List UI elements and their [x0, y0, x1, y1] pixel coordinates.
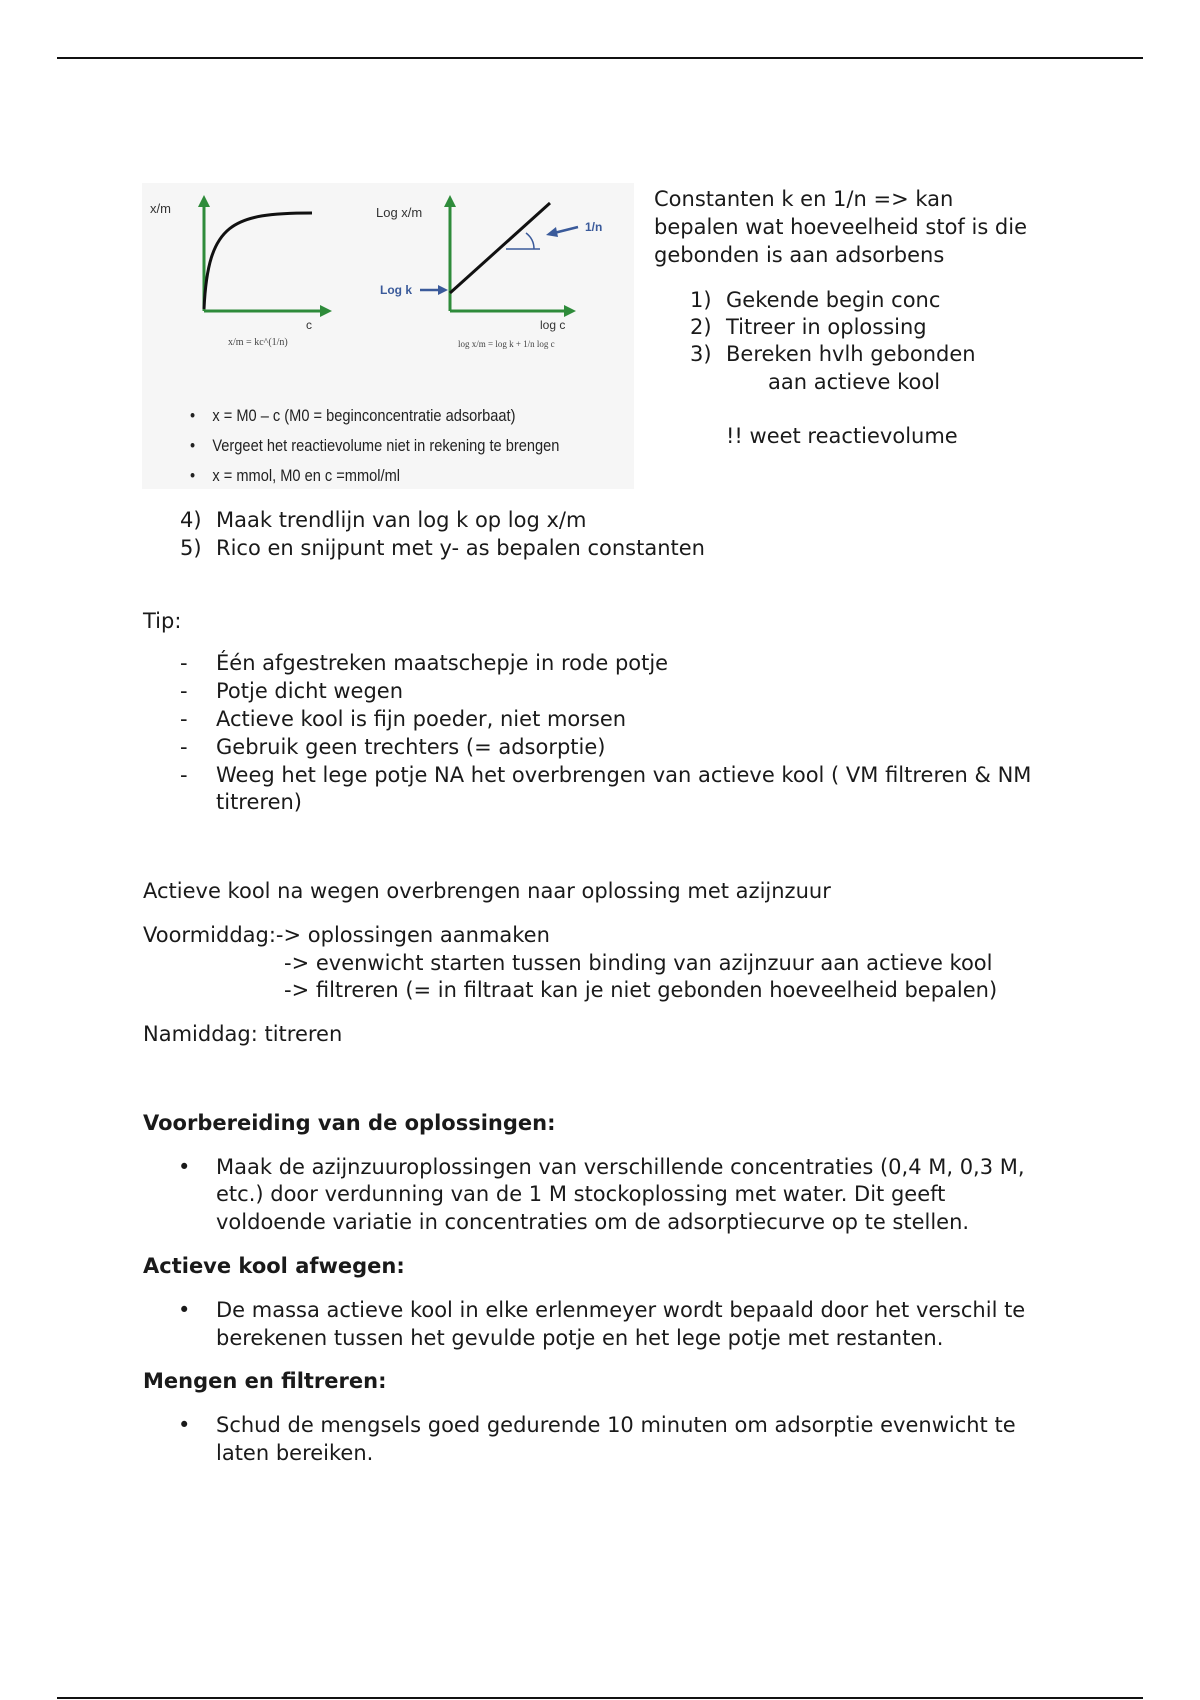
left-chart-curve — [204, 213, 312, 309]
intro-line: bepalen wat hoeveelheid stof is die — [654, 215, 1028, 239]
section-text-line: etc.) door verdunning van de 1 M stockoplossing met water. Dit geeft — [216, 1182, 946, 1206]
section-heading: Mengen en filtreren: — [143, 1369, 387, 1393]
intercept-arrow-head — [438, 285, 448, 295]
section-text-line: De massa actieve kool in elke erlenmeyer wordt bepaald door het verschil te — [216, 1298, 1026, 1322]
bullet-marker: • — [178, 1298, 191, 1322]
slope-angle-arc — [526, 233, 534, 249]
right-chart-formula: log x/m = log k + 1/n log c — [458, 339, 555, 349]
section-text-line: berekenen tussen het gevulde potje en het lege potje met restanten. — [216, 1326, 944, 1350]
left-chart-xlabel: c — [306, 318, 312, 332]
slope-arrow-line — [554, 227, 578, 233]
right-chart-x-arrow — [564, 305, 576, 317]
footer-rule — [57, 1697, 1143, 1699]
reaction-volume-note: !! weet reactievolume — [726, 424, 958, 448]
voormiddag-step: -> filtreren (= in filtraat kan je niet gebonden hoeveelheid bepalen) — [284, 978, 998, 1002]
adsorption-figure — [142, 183, 634, 489]
step-continuation: aan actieve kool — [768, 370, 941, 394]
slope-label: 1/n — [585, 220, 603, 234]
section-text-line: Maak de azijnzuuroplossingen van verschillende concentraties (0,4 M, 0,3 M, — [216, 1155, 1025, 1179]
step-text: Gekende begin conc — [726, 288, 941, 312]
section-heading: Voorbereiding van de oplossingen: — [143, 1111, 556, 1135]
slope-arrow-head — [546, 227, 558, 237]
tip-text: Actieve kool is fijn poeder, niet morsen — [216, 707, 627, 731]
tip-item — [144, 649, 668, 677]
tip-text: Gebruik geen trechters (= adsorptie) — [216, 735, 606, 759]
right-chart-line — [450, 203, 550, 293]
figure-bullet: • x = mmol, M0 en c =mmol/ml — [190, 461, 559, 491]
namiddag-line: Namiddag: titreren — [143, 1022, 343, 1046]
step-item — [180, 534, 705, 562]
section-text-line: laten bereiken. — [216, 1441, 374, 1465]
left-chart-y-arrow — [198, 195, 210, 207]
tip-item — [144, 733, 605, 761]
step-number: 3) — [690, 342, 712, 366]
right-chart-xlabel: log c — [540, 318, 566, 332]
step-number: 2) — [690, 315, 712, 339]
tip-item — [144, 705, 626, 733]
tip-text: Weeg het lege potje NA het overbrengen van actieve kool ( VM filtreren & NM — [216, 763, 1032, 787]
intro-line: gebonden is aan adsorbens — [654, 243, 945, 267]
dash-marker: - — [180, 679, 188, 703]
figure-bullet: • x = M0 – c (M0 = beginconcentratie adsorbaat) — [190, 401, 559, 431]
tip-continuation: titreren) — [216, 790, 302, 814]
right-chart-y-arrow — [444, 195, 456, 207]
step-number: 1) — [690, 288, 712, 312]
intro-line: Constanten k en 1/n => kan — [654, 187, 954, 211]
dash-marker: - — [180, 651, 188, 675]
bullet-marker: • — [178, 1413, 191, 1437]
tip-heading: Tip: — [143, 609, 182, 633]
step-item — [690, 313, 927, 341]
right-chart-ylabel: Log x/m — [376, 205, 423, 220]
step-text: Rico en snijpunt met y- as bepalen constanten — [216, 536, 705, 560]
step-item — [690, 286, 940, 314]
figure-bullet: • Vergeet het reactievolume niet in rekening te brengen — [190, 431, 559, 461]
step-text: Maak trendlijn van log k op log x/m — [216, 508, 587, 532]
figure-bullets — [190, 401, 620, 491]
tip-item — [144, 761, 1031, 789]
voormiddag-step: -> evenwicht starten tussen binding van azijnzuur aan actieve kool — [284, 951, 993, 975]
intercept-label: Log k — [380, 283, 412, 297]
step-number: 5) — [180, 536, 202, 560]
dash-marker: - — [180, 707, 188, 731]
left-chart-x-arrow — [320, 305, 332, 317]
step-item — [690, 340, 976, 368]
step-text: Titreer in oplossing — [726, 315, 927, 339]
section-heading: Actieve kool afwegen: — [143, 1254, 405, 1278]
step-number: 4) — [180, 508, 202, 532]
left-chart-ylabel: x/m — [150, 201, 171, 216]
section-text-line: Schud de mengsels goed gedurende 10 minuten om adsorptie evenwicht te — [216, 1413, 1016, 1437]
section-text-line: voldoende variatie in concentraties om de adsorptiecurve op te stellen. — [216, 1210, 970, 1234]
tip-item — [144, 677, 403, 705]
voormiddag-line: Voormiddag:-> oplossingen aanmaken — [143, 923, 550, 947]
bullet-marker: • — [178, 1155, 191, 1179]
dash-marker: - — [180, 763, 188, 787]
step-text: Bereken hvlh gebonden — [726, 342, 976, 366]
tip-text: Potje dicht wegen — [216, 679, 404, 703]
header-rule — [57, 57, 1143, 59]
left-chart-formula: x/m = kc^(1/n) — [228, 337, 288, 348]
dash-marker: - — [180, 735, 188, 759]
step-item — [180, 506, 586, 534]
procedure-line: Actieve kool na wegen overbrengen naar oplossing met azijnzuur — [143, 879, 831, 903]
tip-text: Één afgestreken maatschepje in rode potje — [216, 651, 669, 675]
